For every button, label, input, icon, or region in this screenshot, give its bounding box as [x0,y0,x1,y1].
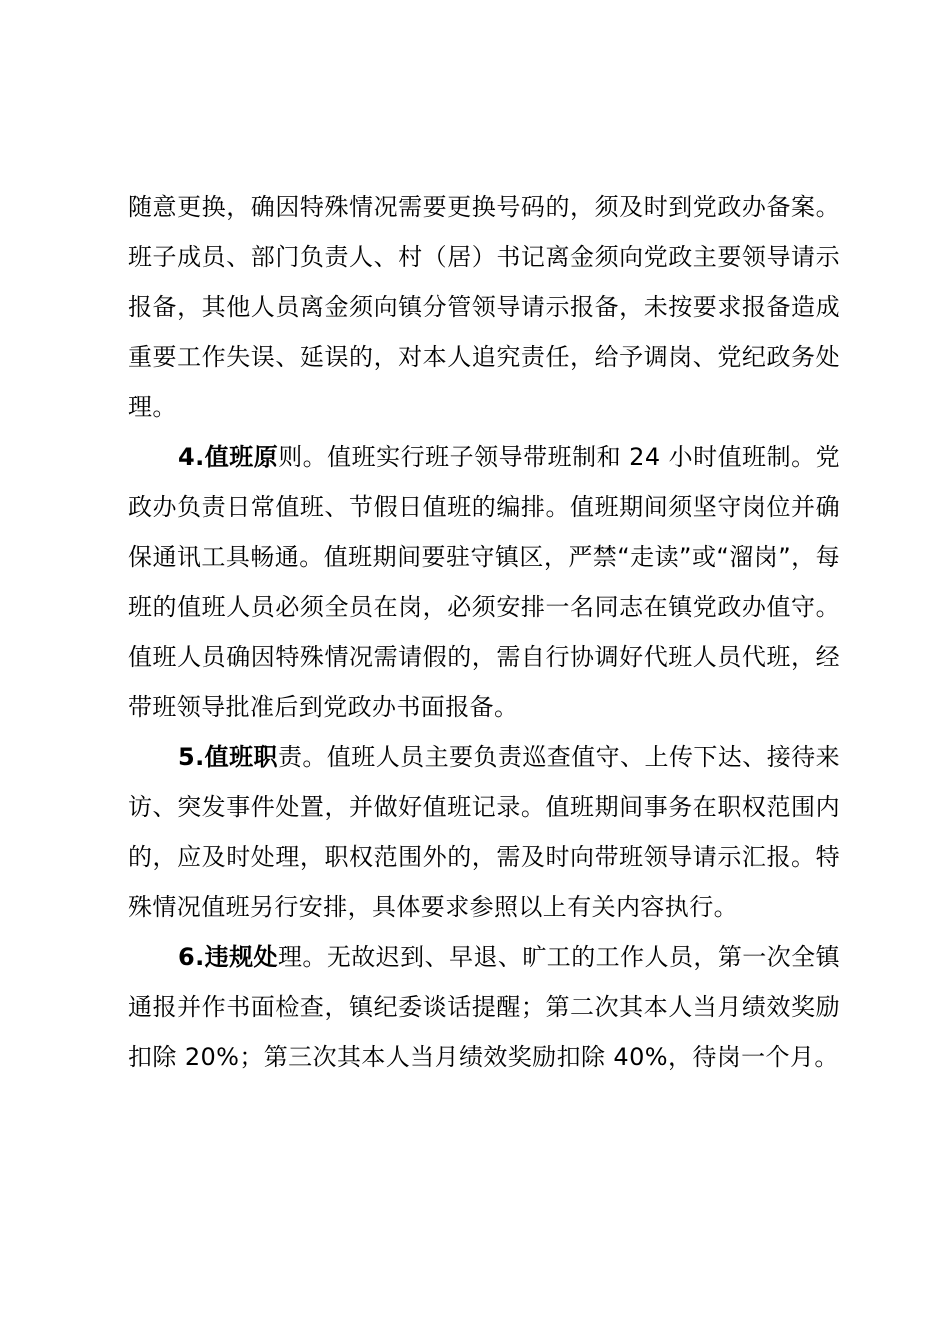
document-body [128,182,840,1082]
paragraph-text: 随意更换，确因特殊情况需要更换号码的，须及时到党政办备案。班子成员、部门负责人、村（居）书记离金须向党政主要领导请示报备，其他人员离金须向镇分管领导请示报备，未按要求报备造成重要工作失误、延误的，对本人追究责任，给予调岗、党纪政务处理。 [128,193,840,421]
paragraph-heading: 5.值班职 [178,743,278,771]
paragraph-heading: 4.值班原 [178,443,279,471]
paragraph-text: 则。值班实行班子领导带班制和 24 小时值班制。党政办负责日常值班、节假日值班的编排。值班期间须坚守岗位并确保通讯工具畅通。值班期间要驻守镇区，严禁“走读”或“溜岗”，每班的值班人员必须全员在岗，必须安排一名同志在镇党政办值守。值班人员确因特殊情况需请假的，需自行协调好代班人员代班，经带班领导批准后到党政办书面报备。 [128,443,840,721]
paragraph-text: 理。无故迟到、早退、旷工的工作人员，第一次全镇通报并作书面检查，镇纪委谈话提醒；第二次其本人当月绩效奖励扣除 20%；第三次其本人当月绩效奖励扣除 40%，待岗一个月。 [128,943,840,1071]
paragraph-duty-responsibility [128,732,840,932]
paragraph-continuation [128,182,840,432]
paragraph-heading: 6.违规处 [178,943,278,971]
paragraph-violation-handling [128,932,840,1082]
paragraph-text: 责。值班人员主要负责巡查值守、上传下达、接待来访、突发事件处置，并做好值班记录。值班期间事务在职权范围内的，应及时处理，职权范围外的，需及时向带班领导请示汇报。特殊情况值班另行安排，具体要求参照以上有关内容执行。 [128,743,840,921]
paragraph-duty-principle [128,432,840,732]
